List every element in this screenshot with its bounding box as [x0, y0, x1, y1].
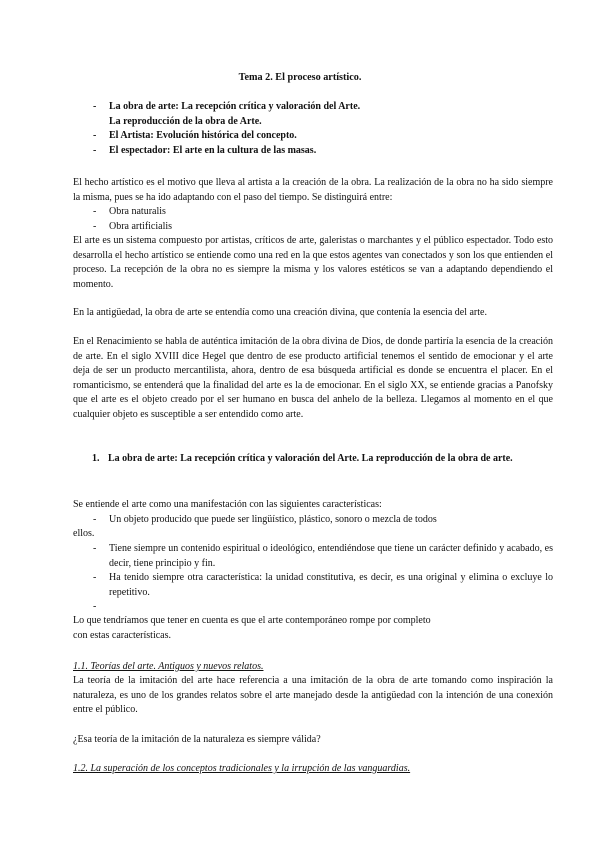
intro-paragraph-2: El arte es un sistema compuesto por artistas, críticos de arte, galeristas o marchantes y el público espectador. Todo esto desarrolla el hecho artístico se entiende como una red en la que estos agentes van conectados y son los que entienden el proceso. La recepción de la obra no es siempre la misma y los valores estéticos se van a adaptando dependiendo el momento.	[73, 235, 553, 290]
list-item	[93, 100, 553, 129]
section-1-number: 1.	[92, 453, 100, 464]
index-item-1-line2: La reproducción de la obra de Arte.	[109, 115, 262, 127]
section-1-title: La obra de arte: La recepción crítica y valoración del Arte. La reproducción de la obra de arte.	[108, 453, 513, 464]
section-1-closing-line1: Lo que tendríamos que tener en cuenta es que el arte contemporáneo rompe por completo	[73, 615, 431, 626]
list-item: - El espectador: El arte en la cultura de las masas.	[93, 144, 553, 159]
index-item-1-line1: La obra de arte: La recepción crítica y valoración del Arte.	[109, 101, 361, 112]
subsection-1-1-paragraph: La teoría de la imitación del arte hace referencia a una imitación de la obra de arte tomando como inspiración la naturaleza, es uno de los grandes relatos sobre el arte manejado desde la antigüedad con la intención de una conexión entre el público.	[73, 675, 553, 716]
intro-paragraph-4: En el Renacimiento se habla de auténtica imitación de la obra divina de Dios, de donde partiría la esencia de la creación de arte. En el siglo XVIII dice Hegel que dentro de ese producto artificial tenemos el sentido de emocionar y el arte deja de ser un producto mercantilista, ahora, dentro de esa búsqueda artificial es donde se encuentra el placer. En el romanticismo, se entenderá que la finalidad del arte es la de emocionar. En el siglo XX, se entiende gracias a Panofsky que el arte es el objeto creado por el ser humano en busca del anhelo de la belleza. Llegamos al momento en el que cualquier objeto es susceptible a ser entendido como arte.	[73, 336, 553, 420]
subsection-1-2-heading: 1.2. La superación de los conceptos tradicionales y la irrupción de las vanguardias.	[73, 763, 411, 774]
intro-paragraph-1: El hecho artístico es el motivo que lleva al artista a la creación de la obra. La realización de la obra no ha sido siempre la misma, pues se ha ido adaptando con el paso del tiempo. Se distinguirá entre:	[73, 177, 553, 203]
section-1-closing	[73, 614, 553, 643]
artwork-types-list	[93, 205, 553, 234]
list-item: - Ha tenido siempre otra característica: la unidad constitutiva, es decir, es una original y elimina o excluye lo repetitivo.	[93, 571, 553, 600]
list-item: - Obra artificialis	[93, 220, 553, 235]
intro-paragraph-3: En la antigüedad, la obra de arte se entendía como una creación divina, que contenía la esencia del arte.	[73, 307, 487, 318]
list-item: - Un objeto producido que puede ser lingüístico, plástico, sonoro o mezcla de todos	[93, 513, 553, 528]
topic-index-list	[93, 100, 553, 158]
characteristics-list	[93, 542, 553, 600]
section-1-closing-line2: con estas características.	[73, 629, 172, 641]
characteristics-list-first	[93, 513, 553, 528]
subsection-1-1-question: ¿Esa teoría de la imitación de la naturaleza es siempre válida?	[73, 734, 321, 745]
list-item: - El Artista: Evolución histórica del concepto.	[93, 129, 553, 144]
document-title: Tema 2. El proceso artístico.	[238, 72, 362, 83]
empty-list-dash: -	[93, 601, 97, 612]
section-1-heading	[92, 452, 552, 467]
characteristics-first-continuation: ellos.	[73, 528, 95, 539]
section-1-intro: Se entiende el arte como una manifestación con las siguientes características:	[73, 499, 382, 510]
list-item: - Tiene siempre un contenido espiritual o ideológico, entendiéndose que tiene un carácter definido y acabado, es decir, tiene principio y fin.	[93, 542, 553, 571]
list-item: - Obra naturalis	[93, 205, 553, 220]
subsection-1-1-heading: 1.1. Teorías del arte. Antiguos y nuevos relatos.	[73, 661, 264, 672]
